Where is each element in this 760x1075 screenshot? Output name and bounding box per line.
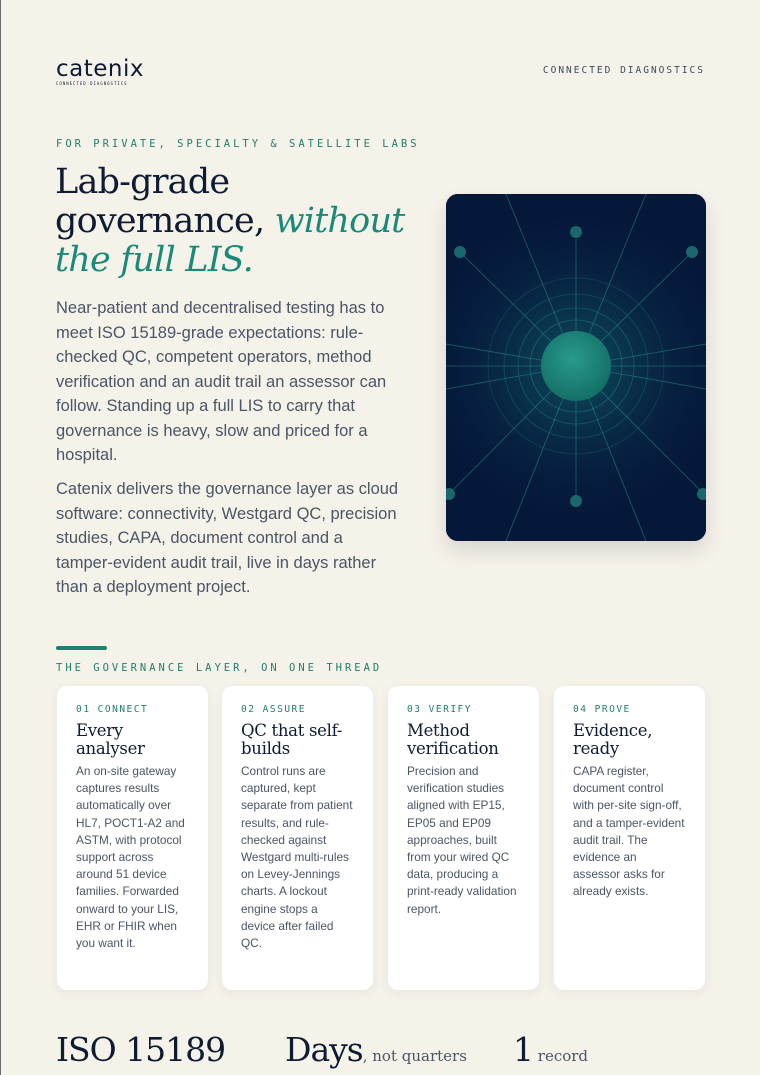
card-verify: [388, 686, 539, 990]
card-prove: [554, 686, 705, 990]
network-hub-graphic: [446, 194, 706, 541]
stat-suffix: , not quarters: [362, 1047, 467, 1065]
governance-cards: [57, 686, 706, 990]
card-body: CAPA register, document control with per-site sign-off, and a tamper-evident audit trail. The evidence an assessor asks for already exists.: [573, 764, 685, 899]
stats-row: [56, 1030, 706, 1075]
card-title: Method verification: [407, 721, 499, 758]
card-number: 04 PROVE: [573, 704, 631, 715]
headline-emphasis: without the full LIS.: [55, 201, 405, 280]
stat-value: Days: [285, 1030, 363, 1069]
headline-plain: Lab-grade governance,: [55, 162, 275, 241]
card-title: Evidence, ready: [573, 721, 653, 758]
brand-tagline: CONNECTED DIAGNOSTICS: [56, 81, 128, 86]
card-number: 01 CONNECT: [76, 704, 149, 715]
brand-wordmark: catenix: [56, 56, 144, 82]
section-accent-bar: [56, 646, 107, 650]
section-label: THE GOVERNANCE LAYER, ON ONE THREAD: [56, 662, 383, 674]
stat-value: 1: [513, 1030, 533, 1069]
hero-illustration: [446, 194, 706, 541]
card-body: Precision and verification studies aligned with EP15, EP05 and EP09 approaches, built from your wired QC data, producing a print-ready validation report.: [407, 764, 517, 916]
stat-suffix: record: [533, 1047, 589, 1065]
card-title: Every analyser: [76, 721, 145, 758]
card-connect: [57, 686, 208, 990]
hero-eyebrow: FOR PRIVATE, SPECIALTY & SATELLITE LABS: [56, 138, 420, 150]
card-number: 02 ASSURE: [241, 704, 306, 715]
hero-headline: [55, 163, 415, 280]
card-number: 03 VERIFY: [407, 704, 472, 715]
stat-value: ISO 15189: [56, 1030, 226, 1069]
brand-logo: [56, 57, 144, 86]
header-label: CONNECTED DIAGNOSTICS: [542, 65, 705, 76]
card-body: Control runs are captured, kept separate from patient results, and rule-checked against Westgard multi-rules on Levey-Jennings charts. A lockout engine stops a device after failed QC.: [241, 764, 353, 951]
card-assure: [222, 686, 373, 990]
hero-paragraph-1: Near-patient and decentralised testing has to meet ISO 15189-grade expectations: rule-checked QC, competent operators, method verification and an audit trail an assessor can follow. Standing up a full LIS to carry that governance is heavy, slow and priced for a hospital.: [56, 299, 387, 464]
hero-paragraph-2: Catenix delivers the governance layer as cloud software: connectivity, Westgard QC, precision studies, CAPA, document control and a tamper-evident audit trail, live in days rather than a deployment project.: [56, 480, 399, 596]
stat-record: [513, 1030, 588, 1069]
card-body: An on-site gateway captures results automatically over HL7, POCT1-A2 and ASTM, with protocol support across around 51 device families. Forwarded onward to your LIS, EHR or FHIR when you want it.: [76, 764, 185, 951]
card-title: QC that self-builds: [241, 721, 343, 758]
stat-iso: [56, 1030, 225, 1069]
stat-days: [285, 1030, 467, 1069]
